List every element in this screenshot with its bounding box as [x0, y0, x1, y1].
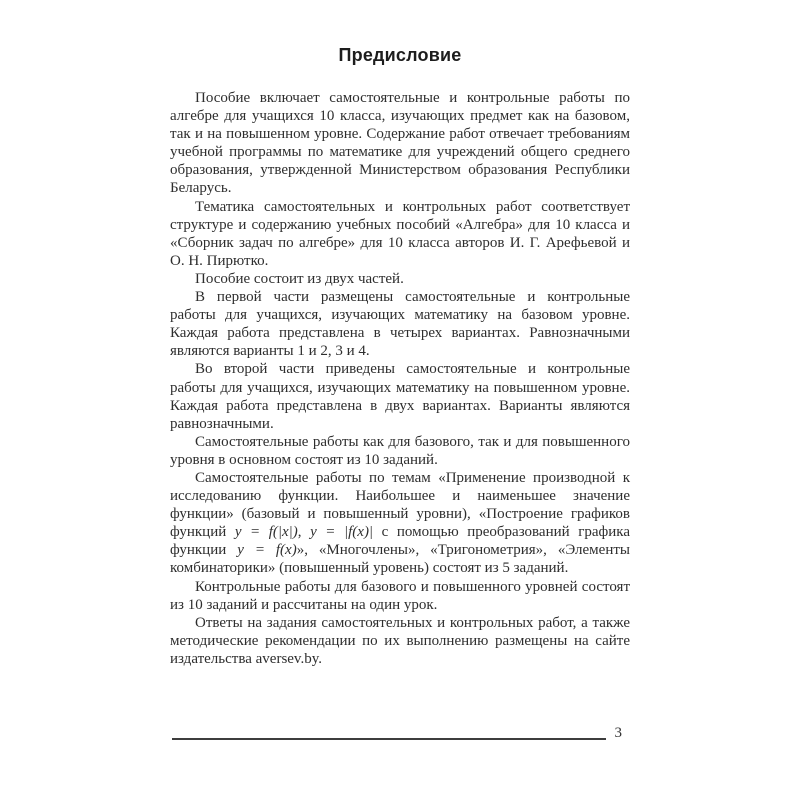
paragraph: Во второй части приведены самостоятельные и контрольные работы для учащихся, изучающих математику на повышенном уровне. Каждая работа представлена в двух вариантах. Варианты являются равнозначными. — [170, 361, 630, 432]
paragraph: Контрольные работы для базового и повышенного уровней состоят из 10 заданий и рассчитаны на один урок. — [170, 578, 630, 613]
paragraph: Пособие включает самостоятельные и контрольные работы по алгебре для учащихся 10 класса, изучающих предмет как на базовом, так и на повышенном уровне. Содержание работ отвечает требованиям учебной программы по математике для учреждений общего среднего образования, утвержденной Министерством образования Республики Беларусь. — [170, 90, 630, 197]
paragraph: Пособие состоит из двух частей. — [195, 270, 404, 287]
paragraph-text-segment: с помощью преобразований графика функции — [170, 524, 631, 559]
formula-y-f-abs-x: y = f(|x|) — [234, 524, 298, 541]
paragraph-text-segment: », «Многочлены», «Тригонометрия», «Элементы комбинаторики» (повышенный уровень) состоят из 5 заданий. — [170, 542, 630, 577]
formula-y-f-x: y = f(x) — [237, 542, 297, 559]
page-footer — [172, 726, 622, 741]
paragraph-text-segment: , — [297, 524, 311, 541]
preface-body — [170, 89, 630, 668]
footer-rule — [172, 738, 606, 740]
formula-abs-f-x: y = |f(x)| — [310, 524, 374, 541]
page-number: 3 — [614, 725, 622, 741]
paragraph: Самостоятельные работы как для базового, так и для повышенного уровня в основном состоят из 10 заданий. — [170, 433, 630, 468]
paragraph-text-segment: Самостоятельные работы по темам «Применение производной к исследованию функции. Наибольшее и наименьшее значение функции» (базовый и повышенный уровни), «Построение графиков функций — [170, 469, 630, 541]
paragraph: Тематика самостоятельных и контрольных работ соответствует структуре и содержанию учебных пособий «Алгебра» для 10 класса и «Сборник задач по алгебре» для 10 класса авторов И. Г. Арефьевой и О. Н. Пирютко. — [170, 198, 630, 269]
paragraph: Ответы на задания самостоятельных и контрольных работ, а также методические рекомендации по их выполнению размещены на сайте издательства aversev.by. — [170, 614, 630, 667]
page-title: Предисловие — [338, 45, 462, 65]
text-block — [170, 44, 630, 668]
paragraph-with-formulas — [170, 469, 630, 578]
paragraph: В первой части размещены самостоятельные и контрольные работы для учащихся, изучающих математику на базовом уровне. Каждая работа представлена в четырех вариантах. Равнозначными являются варианты 1 и 2, 3 и 4. — [170, 289, 630, 360]
